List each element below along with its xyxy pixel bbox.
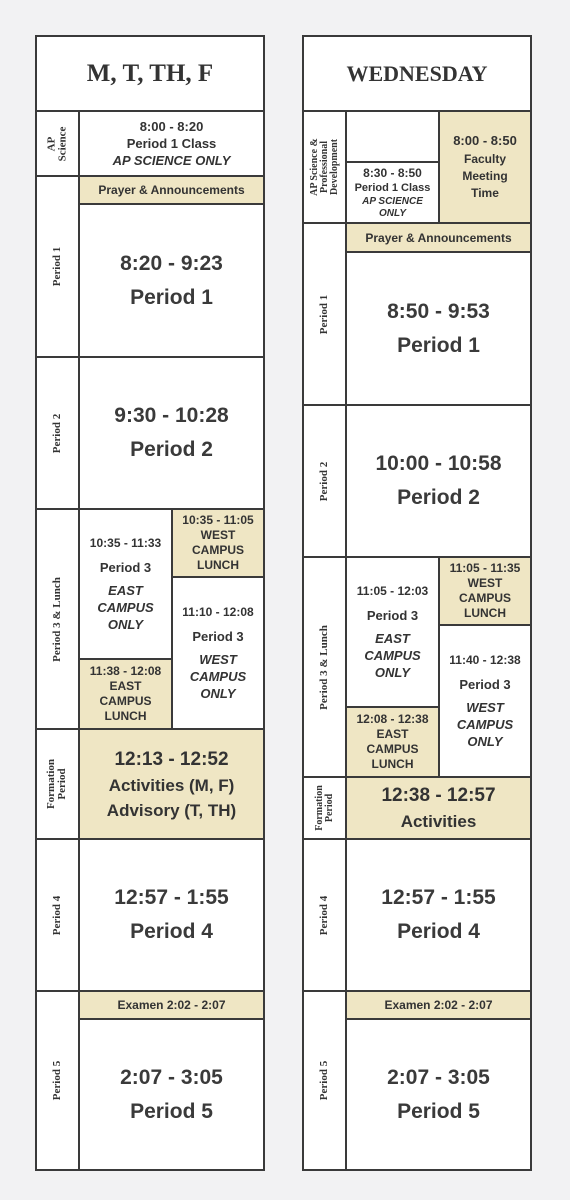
left-period4-label: Period 4 <box>130 920 213 943</box>
right-period4-time: 12:57 - 1:55 <box>381 886 496 909</box>
left-formation-time: 12:13 - 12:52 <box>114 748 229 770</box>
right-west-lunch-block <box>438 556 532 626</box>
right-period4-block <box>345 838 532 992</box>
left-east-lunch-time: 11:38 - 12:08 <box>89 664 162 678</box>
left-side-period5-label: Period 5 <box>50 1060 63 1101</box>
right-side-formation-line1: Formation <box>313 785 325 831</box>
right-period4-label: Period 4 <box>397 920 480 943</box>
right-side-ap-line2: Professional <box>318 140 330 194</box>
left-formation-block <box>78 728 265 840</box>
right-period1-block <box>345 251 532 406</box>
right-period2-label: Period 2 <box>397 486 480 509</box>
right-side-period1 <box>302 222 347 406</box>
left-ap-note: AP SCIENCE ONLY <box>112 153 231 168</box>
left-west-lunch-block <box>171 508 265 578</box>
right-faculty-l3: Time <box>471 186 499 200</box>
right-west-lunch-l1: WEST <box>467 576 503 590</box>
right-east-lunch-l2: CAMPUS <box>366 742 419 756</box>
left-period5-time: 2:07 - 3:05 <box>120 1065 223 1089</box>
right-side-ap-line3: Development <box>328 138 340 196</box>
right-ap-block <box>345 161 440 224</box>
right-east-class-label: Period 3 <box>366 607 419 623</box>
right-east-class-time: 11:05 - 12:03 <box>356 583 429 598</box>
right-east-lunch-block <box>345 706 440 778</box>
left-east-class-label: Period 3 <box>99 559 152 575</box>
left-east-lunch-block <box>78 658 173 730</box>
right-period5-block <box>345 1018 532 1171</box>
right-header <box>302 35 532 112</box>
right-west-lunch-time: 11:05 - 11:35 <box>449 561 521 575</box>
right-examen-label: Examen 2:02 - 2:07 <box>384 998 493 1012</box>
right-side-period4-label: Period 4 <box>317 895 330 935</box>
left-side-period5 <box>35 990 80 1171</box>
left-east-class-note3: ONLY <box>107 616 144 632</box>
left-side-period3 <box>35 508 80 730</box>
right-formation-time: 12:38 - 12:57 <box>381 785 496 806</box>
right-east-class-note1: EAST <box>375 630 410 646</box>
right-period2-time: 10:00 - 10:58 <box>375 452 502 475</box>
right-ap-note2: ONLY <box>378 207 407 219</box>
right-west-class-block <box>438 624 532 778</box>
right-formation-block <box>345 776 532 840</box>
left-west-class-label: Period 3 <box>192 628 244 644</box>
left-period5-label: Period 5 <box>130 1099 213 1123</box>
right-west-lunch-l3: LUNCH <box>464 606 506 620</box>
left-ap-label: Period 1 Class <box>126 136 217 151</box>
right-side-period5 <box>302 990 347 1171</box>
left-west-class-note2: CAMPUS <box>189 668 247 684</box>
right-period5-label: Period 5 <box>397 1099 480 1123</box>
left-west-class-time: 11:10 - 12:08 <box>182 604 254 619</box>
left-west-class-block <box>171 576 265 730</box>
right-side-period5-label: Period 5 <box>317 1060 330 1101</box>
left-east-class-note2: CAMPUS <box>97 599 154 615</box>
right-side-period1-label: Period 1 <box>317 294 330 334</box>
left-period1-label: Period 1 <box>130 285 213 309</box>
left-side-period1-label: Period 1 <box>50 246 63 287</box>
left-east-class-note1: EAST <box>108 582 143 598</box>
right-faculty-l2: Meeting <box>462 169 508 183</box>
left-east-class-time: 10:35 - 11:33 <box>89 535 162 550</box>
right-west-lunch-l2: CAMPUS <box>458 591 511 605</box>
left-period4-block <box>78 838 265 992</box>
left-west-class-note1: WEST <box>199 651 237 667</box>
left-west-lunch-l1: WEST <box>200 528 236 542</box>
right-side-period2 <box>302 404 347 558</box>
right-faculty-time: 8:00 - 8:50 <box>453 133 517 148</box>
left-formation-l2: Advisory (T, TH) <box>106 800 237 820</box>
left-side-ap-line1: AP <box>45 136 58 151</box>
right-prayer-bar <box>345 222 532 253</box>
right-period1-label: Period 1 <box>397 333 480 357</box>
right-formation-l1: Activities <box>400 812 477 831</box>
right-west-class-note1: WEST <box>466 699 504 715</box>
left-ap-block <box>78 110 265 177</box>
left-east-class-block <box>78 508 173 660</box>
right-side-ap <box>302 110 347 224</box>
right-faculty-block <box>438 110 532 224</box>
right-period5-time: 2:07 - 3:05 <box>387 1065 490 1089</box>
left-prayer-label: Prayer & Announcements <box>98 183 245 197</box>
right-side-ap-line1: AP Science & <box>308 138 320 196</box>
right-faculty-l1: Faculty <box>463 152 506 166</box>
right-side-period4 <box>302 838 347 992</box>
right-period2-block <box>345 404 532 558</box>
left-period4-time: 12:57 - 1:55 <box>114 886 229 909</box>
right-side-period3 <box>302 556 347 778</box>
right-side-formation-line2: Period <box>323 793 335 823</box>
left-side-period4 <box>35 838 80 992</box>
left-side-period2-label: Period 2 <box>50 413 63 453</box>
left-east-lunch-l1: EAST <box>109 679 142 693</box>
left-west-lunch-l2: CAMPUS <box>191 543 244 557</box>
left-period5-block <box>78 1018 265 1171</box>
right-ap-time: 8:30 - 8:50 <box>363 165 422 180</box>
right-blank-block <box>345 110 440 163</box>
right-period1-time: 8:50 - 9:53 <box>387 299 490 323</box>
right-side-period3-label: Period 3 & Lunch <box>318 624 330 710</box>
left-examen-bar <box>78 990 265 1020</box>
left-period2-time: 9:30 - 10:28 <box>114 404 229 427</box>
right-examen-bar <box>345 990 532 1020</box>
left-side-formation-line2: Period <box>56 768 69 800</box>
left-side-period1 <box>35 175 80 358</box>
left-period2-block <box>78 356 265 510</box>
left-side-period2 <box>35 356 80 510</box>
right-east-class-block <box>345 556 440 708</box>
right-ap-note1: AP SCIENCE <box>362 195 423 207</box>
left-side-period3-label: Period 3 & Lunch <box>51 576 63 662</box>
left-side-ap-line2: Science <box>56 126 69 161</box>
right-west-class-note3: ONLY <box>467 733 503 749</box>
right-side-period2-label: Period 2 <box>317 461 330 501</box>
left-side-ap <box>35 110 80 177</box>
left-east-lunch-l3: LUNCH <box>104 709 147 723</box>
right-west-class-label: Period 3 <box>459 676 511 692</box>
right-east-class-note3: ONLY <box>374 664 411 680</box>
left-west-class-note3: ONLY <box>200 685 236 701</box>
left-examen-label: Examen 2:02 - 2:07 <box>117 998 226 1012</box>
right-side-formation <box>302 776 347 840</box>
left-east-lunch-l2: CAMPUS <box>99 694 152 708</box>
left-west-lunch-time: 10:35 - 11:05 <box>182 513 254 527</box>
right-west-class-time: 11:40 - 12:38 <box>449 652 521 667</box>
left-period2-label: Period 2 <box>130 438 213 461</box>
right-east-class-note2: CAMPUS <box>364 647 421 663</box>
left-header <box>35 35 265 112</box>
right-ap-label: Period 1 Class <box>354 181 431 194</box>
left-side-formation <box>35 728 80 840</box>
left-side-formation-line1: Formation <box>45 758 58 810</box>
left-period1-time: 8:20 - 9:23 <box>120 251 223 275</box>
left-header-title: M, T, TH, F <box>86 59 214 87</box>
right-east-lunch-l1: EAST <box>376 727 409 741</box>
left-period1-block <box>78 203 265 358</box>
left-west-lunch-l3: LUNCH <box>197 558 239 572</box>
right-prayer-label: Prayer & Announcements <box>365 230 512 245</box>
left-prayer-bar <box>78 175 265 205</box>
right-west-class-note2: CAMPUS <box>456 716 514 732</box>
left-formation-l1: Activities (M, F) <box>108 775 235 795</box>
left-ap-time: 8:00 - 8:20 <box>139 119 204 134</box>
left-side-period4-label: Period 4 <box>50 895 63 935</box>
right-east-lunch-time: 12:08 - 12:38 <box>356 712 429 726</box>
right-header-title: WEDNESDAY <box>346 60 488 86</box>
right-east-lunch-l3: LUNCH <box>371 757 414 771</box>
